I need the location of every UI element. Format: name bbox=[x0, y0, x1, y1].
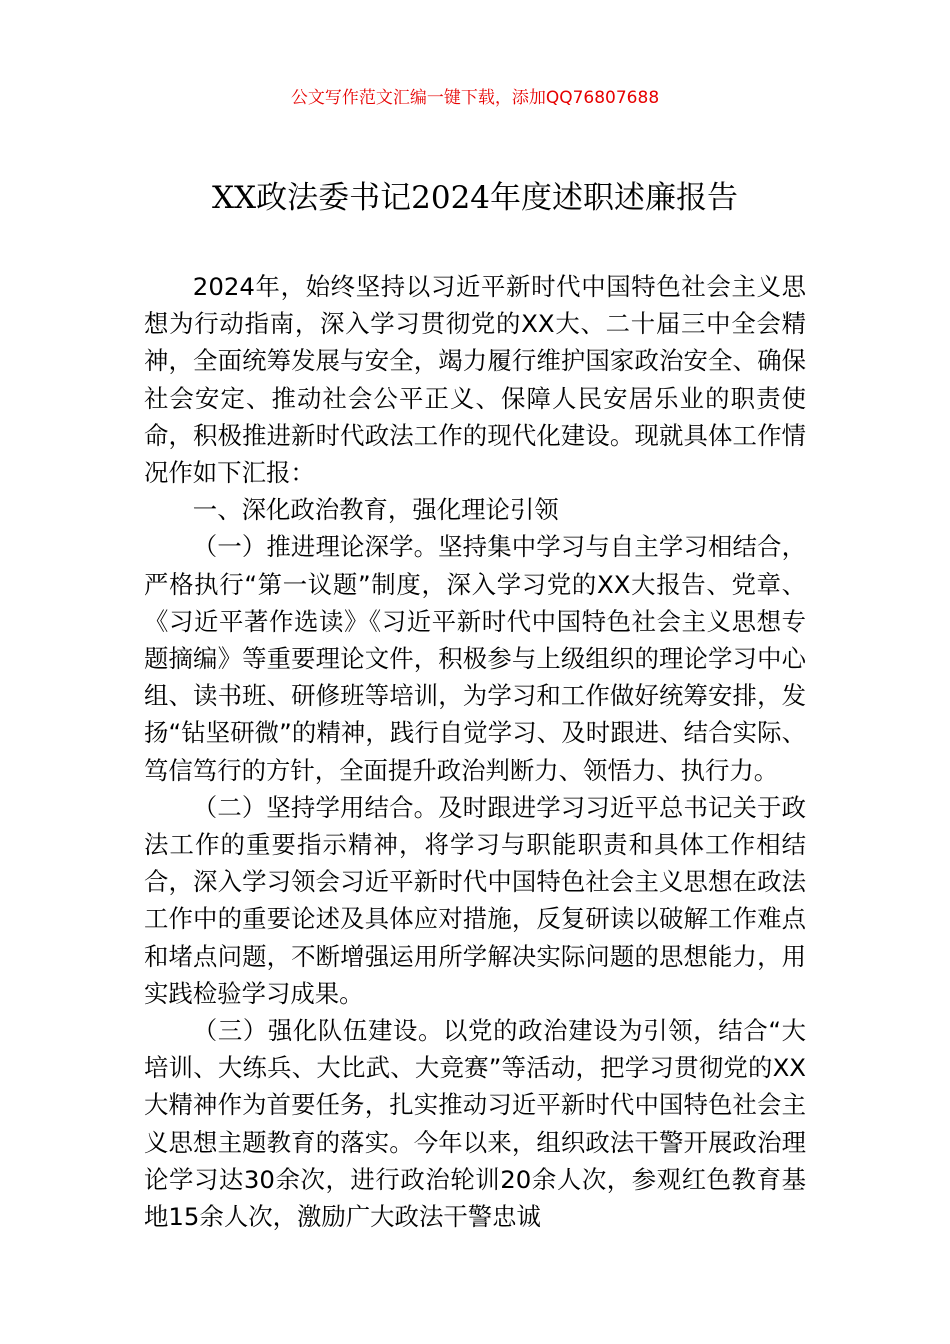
section-heading-1: 一、深化政治教育，强化理论引领 bbox=[192, 495, 559, 525]
paragraph-intro: 2024年，始终坚持以习近平新时代中国特色社会主义思想为行动指南，深入学习贯彻党的XX大、二十届三中全会精神，全面统筹发展与安全，竭力履行维护国家政治安全、确保社会安定、推动社会公平正义、保障人民安居乐业的职责使命，积极推进新时代政法工作的现代化建设。现就具体工作情况作如下汇报： bbox=[144, 272, 806, 488]
paragraph-3: （三）强化队伍建设。以党的政治建设为引领，结合“大培训、大练兵、大比武、大竞赛”等活动，把学习贯彻党的XX大精神作为首要任务，扎实推动习近平新时代中国特色社会主义思想主题教育的落实。今年以来，组织政法干警开展政治理论学习达30余次，进行政治轮训20余人次，参观红色教育基地15余人次，激励广大政法干警忠诚 bbox=[144, 1016, 806, 1232]
download-watermark: 公文写作范文汇编一键下载，添加QQ76807688 bbox=[290, 88, 660, 108]
report-body bbox=[144, 268, 806, 1235]
paragraph-2: （二）坚持学用结合。及时跟进学习习近平总书记关于政法工作的重要指示精神，将学习与职能职责和具体工作相结合，深入学习领会习近平新时代中国特色社会主义思想在政法工作中的重要论述及具体应对措施，反复研读以破解工作难点和堵点问题，不断增强运用所学解决实际问题的思想能力，用实践检验学习成果。 bbox=[144, 792, 806, 1008]
page-title: XX政法委书记2024年度述职述廉报告 bbox=[211, 180, 739, 216]
paragraph-1: （一）推进理论深学。坚持集中学习与自主学习相结合，严格执行“第一议题”制度，深入学习党的XX大报告、党章、《习近平著作选读》《习近平新时代中国特色社会主义思想专题摘编》等重要理论文件，积极参与上级组织的理论学习中心组、读书班、研修班等培训，为学习和工作做好统筹安排，发扬“钻坚研微”的精神，践行自觉学习、及时跟进、结合实际、笃信笃行的方针，全面提升政治判断力、领悟力、执行力。 bbox=[144, 532, 806, 785]
